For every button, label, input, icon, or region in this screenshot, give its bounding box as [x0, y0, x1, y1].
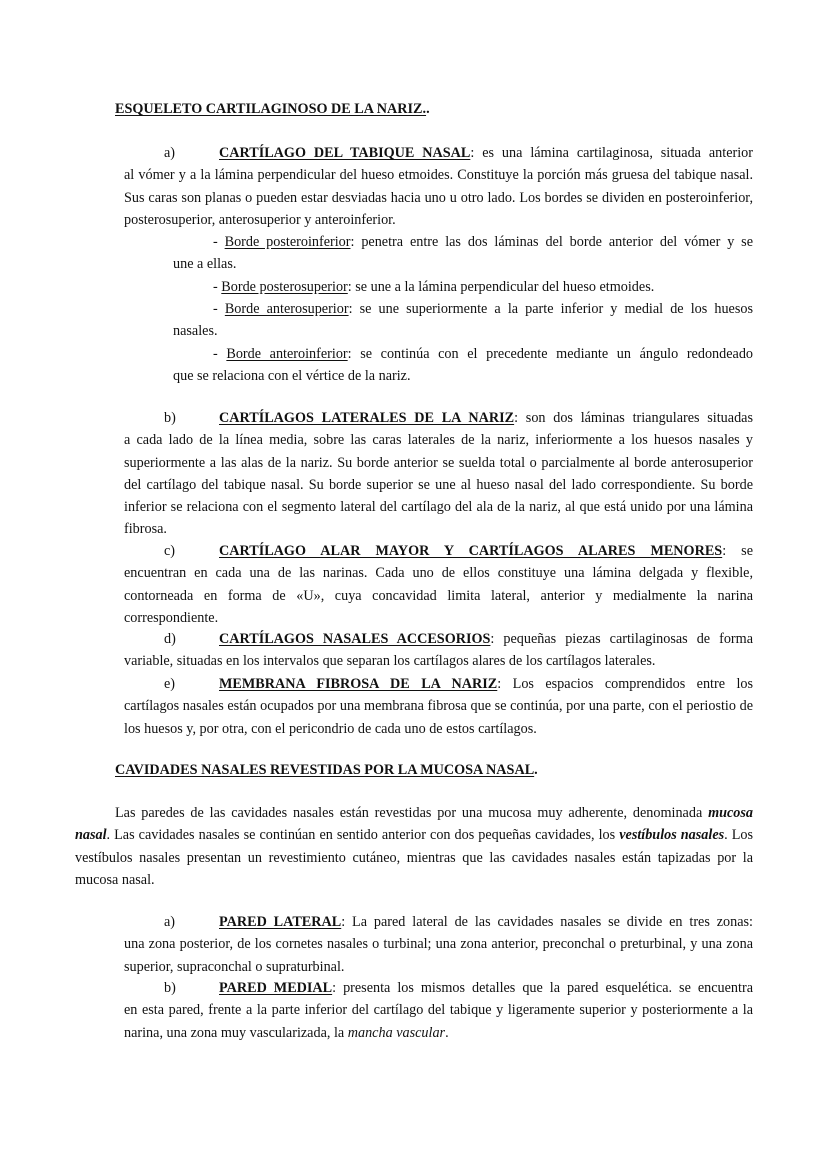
item-body: a cada lado de la línea media, sobre las caras laterales de la nariz, inferiormente a los huesos nasales y superiormente a las alas de la nariz. Su borde anterior se suelda total o parcialmente al borde anterosuperior del cartílago del tabique nasal. Su borde superior se une al hueso nasal del lado correspondiente. Su borde inferior se relaciona con el segmento lateral del cartílago del ala de la nariz, al que está unido por una lámina fibrosa. [124, 432, 753, 538]
border-anteroinferior: - Borde anteroinferior: se continúa con el precedente mediante un ángulo redondeado que se relaciona con el vértice de la nariz. [173, 346, 754, 385]
border-name: Borde anterosuperior [224, 301, 349, 317]
item-body: variable, situadas en los intervalos que separan los cartílagos alares de los cartílagos laterales. [124, 653, 656, 670]
term-vestibulos-nasales: vestíbulos nasales [619, 827, 725, 844]
list-marker: a) [164, 145, 176, 161]
border-name: Borde posterosuperior [221, 279, 348, 295]
item-heading: MEMBRANA FIBROSA DE LA NARIZ [219, 676, 498, 692]
item-a-tabique-nasal: a) CARTÍLAGO DEL TABIQUE NASAL: es una lámina cartilaginosa, situada anterior al vómer y a la lámina perpendicular del hueso etmoides. Constituye la porción más gruesa del tabique nasal. Sus caras son planas o pueden estar desviadas hacia uno u otro lado. Los bordes se dividen en posteroinferior, posterosuperior, anterosuperior y anteroinferior. [124, 142, 753, 231]
item-c-alar: c) CARTÍLAGO ALAR MAYOR Y CARTÍLAGOS ALARES MENORES: se encuentran en cada una de las narinas. Cada uno de ellos constituye una lámina delgada y flexible, contorneada en forma de «U», cuya concavidad limita lateral, anterior y medialmente la narina correspondiente. [124, 540, 753, 629]
list-marker: a) [164, 914, 176, 930]
item-heading: PARED MEDIAL [219, 980, 333, 996]
list-marker: b) [164, 410, 176, 426]
item-pared-lateral: a) PARED LATERAL: La pared lateral de las cavidades nasales se divide en tres zonas: una zona posterior, de los cornetes nasales o turbinal; una zona anterior, preconchal o preturbinal, y una zona superior, supraconchal o supraturbinal. [124, 911, 753, 978]
item-e-membrana: e) MEMBRANA FIBROSA DE LA NARIZ: Los espacios comprendidos entre los cartílagos nasales están ocupados por una membrana fibrosa que se continúa, por una parte, con el periostio de los huesos y, por otra, con el pericondrio de cada uno de estos cartílagos. [124, 673, 753, 740]
item-heading: CARTÍLAGOS NASALES ACCESORIOS [219, 631, 491, 647]
intro-paragraph: Las paredes de las cavidades nasales están revestidas por una mucosa muy adherente, denominada mucosa nasal. Las cavidades nasales se continúan en sentido anterior con dos pequeñas cavidades, los vestíbulos nasales. Los vestíbulos nasales presentan un revestimiento cutáneo, mientras que las cavidades nasales están tapizadas por la mucosa nasal. [75, 805, 754, 888]
item-body: cartílagos nasales están ocupados por una membrana fibrosa que se continúa, por una parte, con el periostio de los huesos y, por otra, con el pericondrio de cada uno de estos cartílagos. [124, 698, 753, 737]
item-heading: PARED LATERAL [219, 914, 342, 930]
border-posterosuperior: - Borde posterosuperior: se une a la lámina perpendicular del hueso etmoides. [213, 279, 655, 295]
list-marker: d) [164, 631, 176, 647]
section-title-cavidades: CAVIDADES NASALES REVESTIDAS POR LA MUCOSA NASAL. [115, 762, 538, 778]
list-marker: c) [164, 543, 176, 559]
item-heading: CARTÍLAGO DEL TABIQUE NASAL [219, 145, 471, 161]
section-title-esqueleto: ESQUELETO CARTILAGINOSO DE LA NARIZ.. [115, 101, 430, 117]
item-b-laterales: b) CARTÍLAGOS LATERALES DE LA NARIZ: son dos láminas triangulares situadas a cada lado de la línea media, sobre las caras laterales de la nariz, inferiormente a los huesos nasales y superiormente a las alas de la nariz. Su borde anterior se suelda total o parcialmente al borde anterosuperior del cartílago del tabique nasal. Su borde superior se une al hueso nasal del lado correspondiente. Su borde inferior se relaciona con el segmento lateral del cartílago del ala de la nariz, al que está unido por una lámina fibrosa. [124, 407, 753, 541]
border-anterosuperior: - Borde anterosuperior: se une superiormente a la parte inferior y medial de los huesos nasales. [173, 301, 753, 340]
item-body: una zona posterior, de los cornetes nasales o turbinal; una zona anterior, preconchal o preturbinal, y una zona superior, supraconchal o supraturbinal. [124, 936, 753, 975]
item-heading: CARTÍLAGOS LATERALES DE LA NARIZ [219, 410, 515, 426]
item-body: al vómer y a la lámina perpendicular del hueso etmoides. Constituye la porción más gruesa del tabique nasal. Sus caras son planas o pueden estar desviadas hacia uno u otro lado. Los bordes se dividen en posteroinferior, posterosuperior, anterosuperior y anteroinferior. [124, 167, 753, 228]
border-posteroinferior: - Borde posteroinferior: penetra entre las dos láminas del borde anterior del vómer y se une a ellas. [173, 234, 753, 273]
item-pared-medial: b) PARED MEDIAL: presenta los mismos detalles que la pared esquelética. se encuentra en esta pared, frente a la parte inferior del cartílago del tabique y ligeramente superior y posteriormente a la narina, una zona muy vascularizada, la mancha vascular. [124, 977, 753, 1044]
item-d-accesorios: d) CARTÍLAGOS NASALES ACCESORIOS: pequeñas piezas cartilaginosas de forma variable, situadas en los intervalos que separan los cartílagos alares de los cartílagos laterales. [124, 628, 753, 673]
term-mucosa-nasal: mucosa nasal [75, 805, 753, 844]
term-mancha-vascular: mancha vascular [347, 1024, 446, 1041]
border-name: Borde posteroinferior [224, 234, 351, 250]
item-heading: CARTÍLAGO ALAR MAYOR Y CARTÍLAGOS ALARES MENORES [219, 543, 723, 559]
list-marker: e) [164, 676, 176, 692]
border-name: Borde anteroinferior [226, 346, 348, 362]
list-marker: b) [164, 980, 176, 996]
item-body: encuentran en cada una de las narinas. Cada uno de ellos constituye una lámina delgada y flexible, contorneada en forma de «U», cuya concavidad limita lateral, anterior y medialmente la narina correspondiente. [124, 565, 753, 626]
item-body: en esta pared, frente a la parte inferior del cartílago del tabique y ligeramente superior y posteriormente a la narina, una zona muy vascularizada, la mancha vascular. [124, 1002, 753, 1041]
